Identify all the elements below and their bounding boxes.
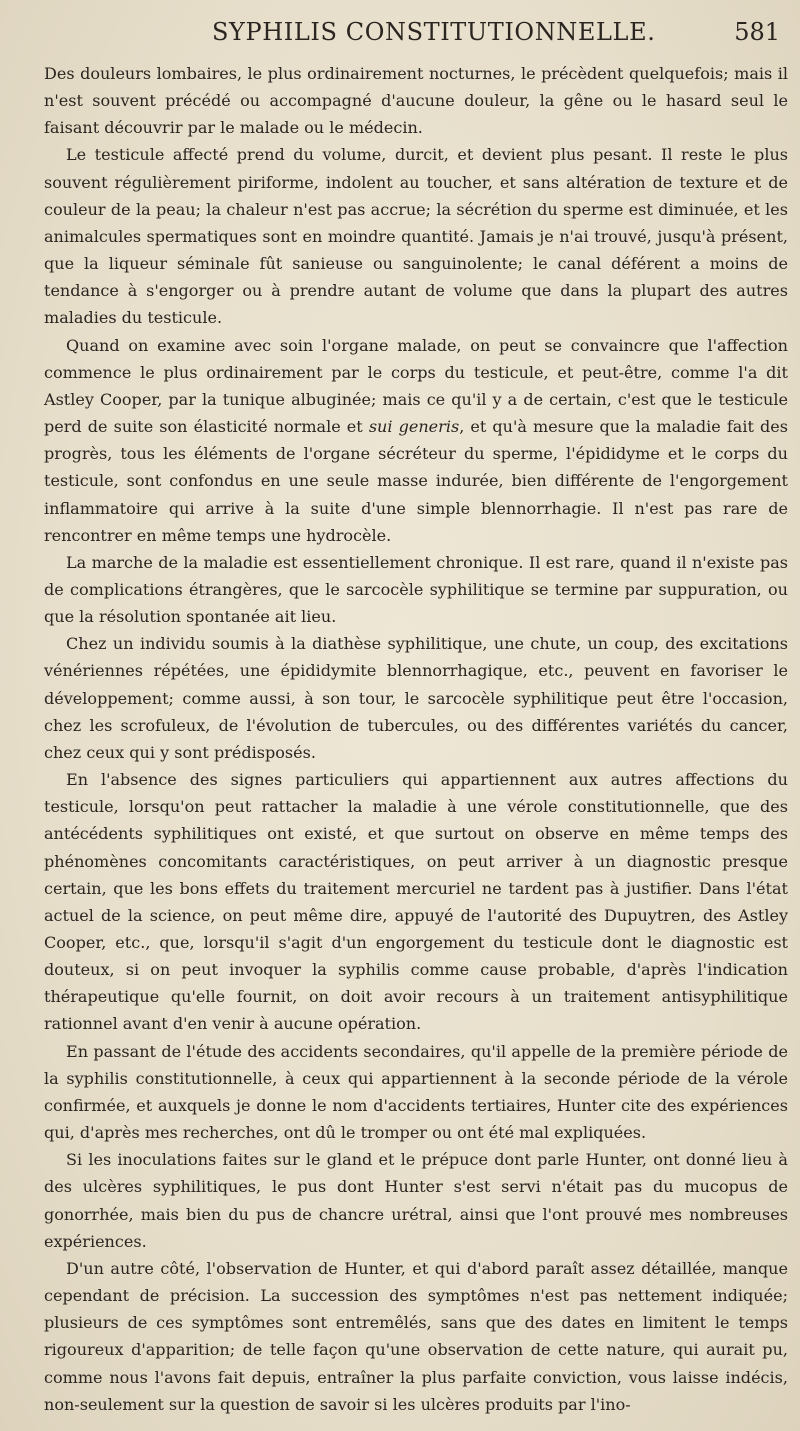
page-number: 581 <box>734 18 780 46</box>
running-title: SYPHILIS CONSTITUTIONNELLE. <box>212 18 656 46</box>
body-text <box>44 60 788 1418</box>
page-header <box>40 14 780 54</box>
paragraph: Si les inoculations faites sur le gland et le prépuce dont parle Hunter, ont donné lieu à des ulcères syphilitiques, le pus dont Hunter s'est servi n'était pas du mucopus de gonorrhée, mais bien du pus de chancre urétral, ainsi que l'ont prouvé mes nombreuses expériences. <box>44 1150 788 1251</box>
paragraph: La marche de la maladie est essentiellement chronique. Il est rare, quand il n'existe pas de complications étrangères, que le sarcocèle syphilitique se termine par suppuration, ou que la résolution spontanée ait lieu. <box>44 552 788 627</box>
paragraph: Des douleurs lombaires, le plus ordinairement nocturnes, le précèdent quelquefois; mais il n'est souvent précédé ou accompagné d'aucune douleur, la gêne ou le hasard seul le faisant découvrir par le malade ou le médecin. <box>44 64 788 138</box>
paragraph: D'un autre côté, l'observation de Hunter, et qui d'abord paraît assez détaillée, manque cependant de précision. La succession des symptômes n'est pas nettement indiquée; plusieurs de ces symptômes sont entremêlés, sans que des dates en limitent le temps rigoureux d'apparition; de telle façon qu'une observation de cette nature, qui aurait pu, comme nous l'avons fait depuis, entraîner la plus parfaite conviction, vous laisse indécis, non-seulement sur la question de savoir si les ulcères produits par l'ino- <box>44 1258 788 1414</box>
paragraph: En l'absence des signes particuliers qui appartiennent aux autres affections du testicule, lorsqu'on peut rattacher la maladie à une vérole constitutionnelle, que des antécédents syphilitiques ont existé, et que surtout on observe en même temps des phénomènes concomitants caractéristiques, on peut arriver à un diagnostic presque certain, que les bons effets du traitement mercuriel ne tardent pas à justifier. Dans l'état actuel de la science, on peut même dire, appuyé de l'autorité des Dupuytren, des Astley Cooper, etc., que, lorsqu'il s'agit d'un engorgement du testicule dont le diagnostic est douteux, si on peut invoquer la syphilis comme cause probable, d'après l'indication thérapeutique qu'elle fournit, on doit avoir recours à un traitement antisyphilitique rationnel avant d'en venir à aucune opération. <box>44 770 788 1034</box>
paragraph: En passant de l'étude des accidents secondaires, qu'il appelle de la première période de la syphilis constitutionnelle, à ceux qui appartiennent à la seconde période de la vérole confirmée, et auxquels je donne le nom d'accidents tertiaires, Hunter cite des expériences qui, d'après mes recherches, ont dû le tromper ou ont été mal expliquées. <box>44 1041 788 1143</box>
paragraph: Le testicule affecté prend du volume, durcit, et devient plus pesant. Il reste le plus souvent régulièrement piriforme, indolent au toucher, et sans altération de texture et de couleur de la peau; la chaleur n'est pas accrue; la sécrétion du sperme est diminuée, et les animalcules spermatiques sont en moindre quantité. Jamais je n'ai trouvé, jusqu'à présent, que la liqueur séminale fût sanieuse ou sanguinolente; le canal déférent a moins de tendance à s'engorger ou à prendre autant de volume que dans la plupart des autres maladies du testicule. <box>44 145 788 328</box>
paragraph-text: Quand on examine avec soin l'organe malade, on peut se convaincre que l'affection commence le plus ordinairement par le corps du testicule, et peut-être, comme l'a dit Astley Cooper, par la tunique albuginée; mais ce qu'il y a de certain, c'est que le testicule perd de suite son élasticité normale et <box>44 335 788 437</box>
paragraph: Chez un individu soumis à la diathèse syphilitique, une chute, un coup, des excitations vénériennes répétées, une épididymite blennorrhagique, etc., peuvent en favoriser le développement; comme aussi, à son tour, le sarcocèle syphilitique peut être l'occasion, chez les scrofuleux, de l'évolution de tubercules, ou des différentes variétés du cancer, chez ceux qui y sont prédisposés. <box>44 634 788 762</box>
paragraph-text: , et qu'à mesure que la maladie fait des progrès, tous les éléments de l'organe sécréteur du sperme, l'épididyme et le corps du testicule, sont confondus en une seule masse indurée, bien différente de l'engorgement inflammatoire qui arrive à la suite d'une simple blennorrhagie. Il n'est pas rare de rencontrer en même temps une hydrocèle. <box>44 417 789 545</box>
paragraph <box>44 332 788 549</box>
italic-phrase: sui generis <box>368 417 460 437</box>
